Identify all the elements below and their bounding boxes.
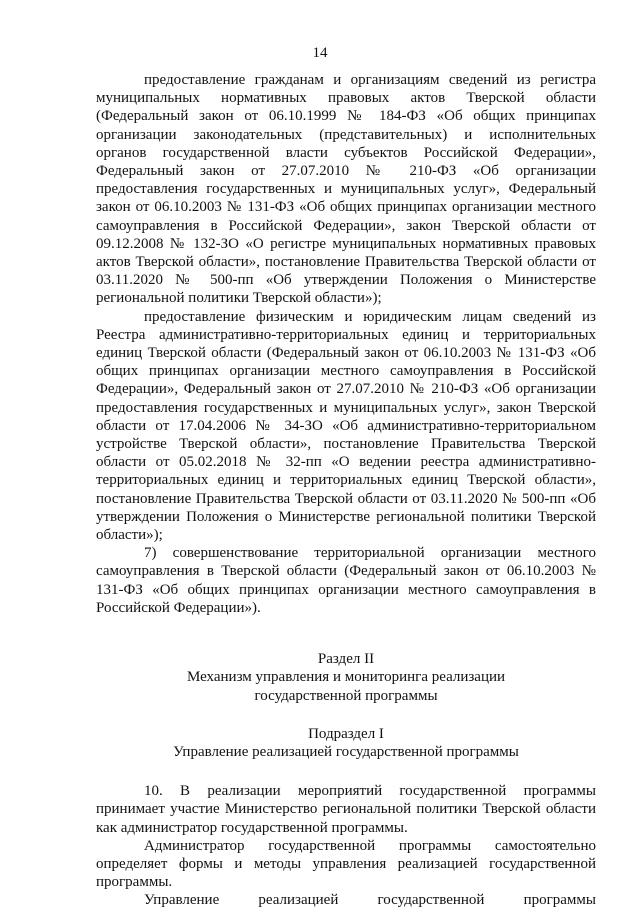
subsection-body <box>96 782 596 909</box>
section-heading <box>96 650 596 705</box>
page-number: 14 <box>312 45 328 61</box>
document-body <box>96 71 596 910</box>
section-label: Раздел II <box>317 651 375 668</box>
paragraph-item-10: 10. В реализации мероприятий государственной программы принимает участие Министерство региональной политики Тверской области как администратор государственной программы. <box>96 783 596 836</box>
section-title-line-1: Механизм управления и мониторинга реализации <box>186 669 506 686</box>
paragraph-management-start: Управление реализацией государственной программы <box>144 892 596 909</box>
paragraph-registry-territorial-units: предоставление физическим и юридическим лицам сведений из Реестра административно-территориальных единиц и территориальных единиц Тверской области (Федеральный закон от 06.10.2003 № 131-ФЗ «Об общих принципах организации местного самоуправления в Российской Федерации», Федеральный закон от 27.07.2010 № 210-ФЗ «Об организации предоставления государственных и муниципальных услуг», закон Тверской области от 17.04.2006 № 34-ЗО «Об административно-территориальном устройстве Тверской области», постановление Правительства Тверской области от 05.02.2018 № 32-пп «О ведении реестра административно-территориальных единиц и территориальных единиц Тверской области», постановление Правительства Тверской области от 03.11.2020 № 500-пп «Об утверждении Положения о Министерстве региональной политики Тверской области»); <box>96 308 596 544</box>
subsection-label: Подраздел I <box>308 725 384 742</box>
section-title-line-2: государственной программы <box>254 687 438 704</box>
paragraph-registry-municipal-acts: предоставление гражданам и организациям сведений из регистра муниципальных нормативных правовых актов Тверской области (Федеральный закон от 06.10.1999 № 184-ФЗ «Об общих принципах организации законодательных (представительных) и исполнительных органов государственной власти субъектов Российской Федерации», Федеральный закон от 27.07.2010 № 210-ФЗ «Об организации предоставления государственных и муниципальных услуг», Федеральный закон от 06.10.2003 № 131-ФЗ «Об общих принципах организации местного самоуправления в Российской Федерации», закон Тверской области от 09.12.2008 № 132-ЗО «О регистре муниципальных нормативных правовых актов Тверской области», постановление Правительства Тверской области от 03.11.2020 № 500-пп «Об утверждении Положения о Министерстве региональной политики Тверской области»); <box>96 72 596 307</box>
paragraph-item-7: 7) совершенствование территориальной организации местного самоуправления в Тверской области (Федеральный закон от 06.10.2003 № 131-ФЗ «Об общих принципах организации местного самоуправления в Российской Федерации»). <box>96 545 596 616</box>
subsection-heading <box>96 725 596 761</box>
subsection-title: Управление реализацией государственной программы <box>173 743 519 760</box>
paragraph-administrator: Администратор государственной программы самостоятельно определяет формы и методы управления реализацией государственной программы. <box>96 837 596 891</box>
